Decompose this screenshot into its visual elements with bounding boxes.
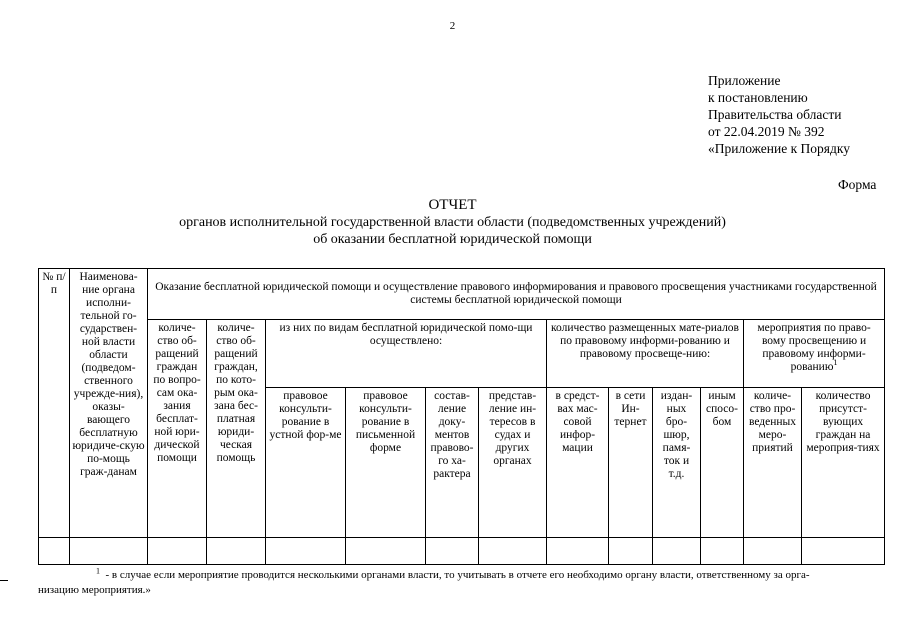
header-material-media: в средст-вах мас-совой инфор-мации (547, 388, 609, 538)
header-types: из них по видам бесплатной юридической помо-щи осуществлено: (266, 319, 547, 387)
footnote-text: - в случае если мероприятие проводится несколькими органами власти, то учитывать в отчете его необходимо органу власти, ответственному за орга- (105, 569, 810, 581)
page-number: 2 (449, 20, 456, 32)
form-label: Форма (838, 177, 877, 192)
header-type-documents: состав-ление доку-ментов правово-го ха-рактера (426, 388, 479, 538)
margin-mark (0, 580, 8, 581)
header-events-count: количе-ство про-веденных меро-приятий (744, 388, 802, 538)
appendix-line: «Приложение к Порядку (708, 141, 850, 156)
appendix-line: от 22.04.2019 № 392 (708, 124, 825, 139)
header-org-name: Наименова-ние органа исполни-тельной го-сударствен-ной власти области (подведом-ственного учрежде-ния), оказы-вающего бесплатную юридиче-скую по-мощь граж-данам (70, 269, 148, 538)
header-materials: количество размещенных мате-риалов по правовому информи-рованию и правовому просвеще-нию: (547, 319, 744, 387)
header-type-representation: представ-ление ин-тересов в судах и других органах (479, 388, 547, 538)
data-cell (802, 538, 885, 565)
data-cell (426, 538, 479, 565)
title-line: органов исполнительной государственной власти области (подведомственных учреждений) (179, 215, 726, 230)
report-title (0, 197, 905, 248)
data-cell (701, 538, 744, 565)
events-header-text: мероприятия по право-вому просвещению и правовому информи-рованию (757, 321, 871, 373)
appendix-line: Правительства области (708, 107, 842, 122)
header-material-brochures: издан-ных бро-шюр, памя-ток и т.д. (653, 388, 701, 538)
data-cell (148, 538, 207, 565)
data-cell (70, 538, 148, 565)
data-cell (266, 538, 346, 565)
data-cell (547, 538, 609, 565)
title-main: ОТЧЕТ (428, 197, 477, 213)
header-material-other: иным спосо-бом (701, 388, 744, 538)
header-type-written: правовое консульти-рование в письменной форме (346, 388, 426, 538)
data-cell (609, 538, 653, 565)
data-cell (346, 538, 426, 565)
data-cell (207, 538, 266, 565)
header-num: № п/п (39, 269, 70, 538)
footnote-ref: 1 (833, 357, 838, 367)
table-row (39, 538, 885, 565)
footnote-mark: 1 (96, 566, 100, 576)
footnote (38, 568, 888, 598)
header-group: Оказание бесплатной юридической помощи и осуществление правового информирования и правового просвещения участниками государственной системы бесплатной юридической помощи (148, 269, 885, 320)
report-table (38, 268, 885, 565)
data-cell (479, 538, 547, 565)
data-cell (39, 538, 70, 565)
header-count-questions: количе-ство об-ращений граждан по вопро-сам ока-зания бесплат-ной юри-дической помощи (148, 319, 207, 537)
title-line: об оказании бесплатной юридической помощи (313, 232, 592, 247)
header-events-attendees: количество присутст-вующих граждан на мероприя-тиях (802, 388, 885, 538)
header-material-internet: в сети Ин-тернет (609, 388, 653, 538)
header-events (744, 319, 885, 387)
appendix-header (708, 72, 850, 157)
header-type-oral: правовое консульти-рование в устной фор-ме (266, 388, 346, 538)
data-cell (653, 538, 701, 565)
header-count-provided: количе-ство об-ращений граждан, по кото-рым ока-зана бес-платная юриди-ческая помощь (207, 319, 266, 537)
appendix-line: Приложение (708, 73, 781, 88)
appendix-line: к постановлению (708, 90, 808, 105)
data-cell (744, 538, 802, 565)
footnote-text-cont: низацию мероприятия.» (38, 584, 151, 596)
